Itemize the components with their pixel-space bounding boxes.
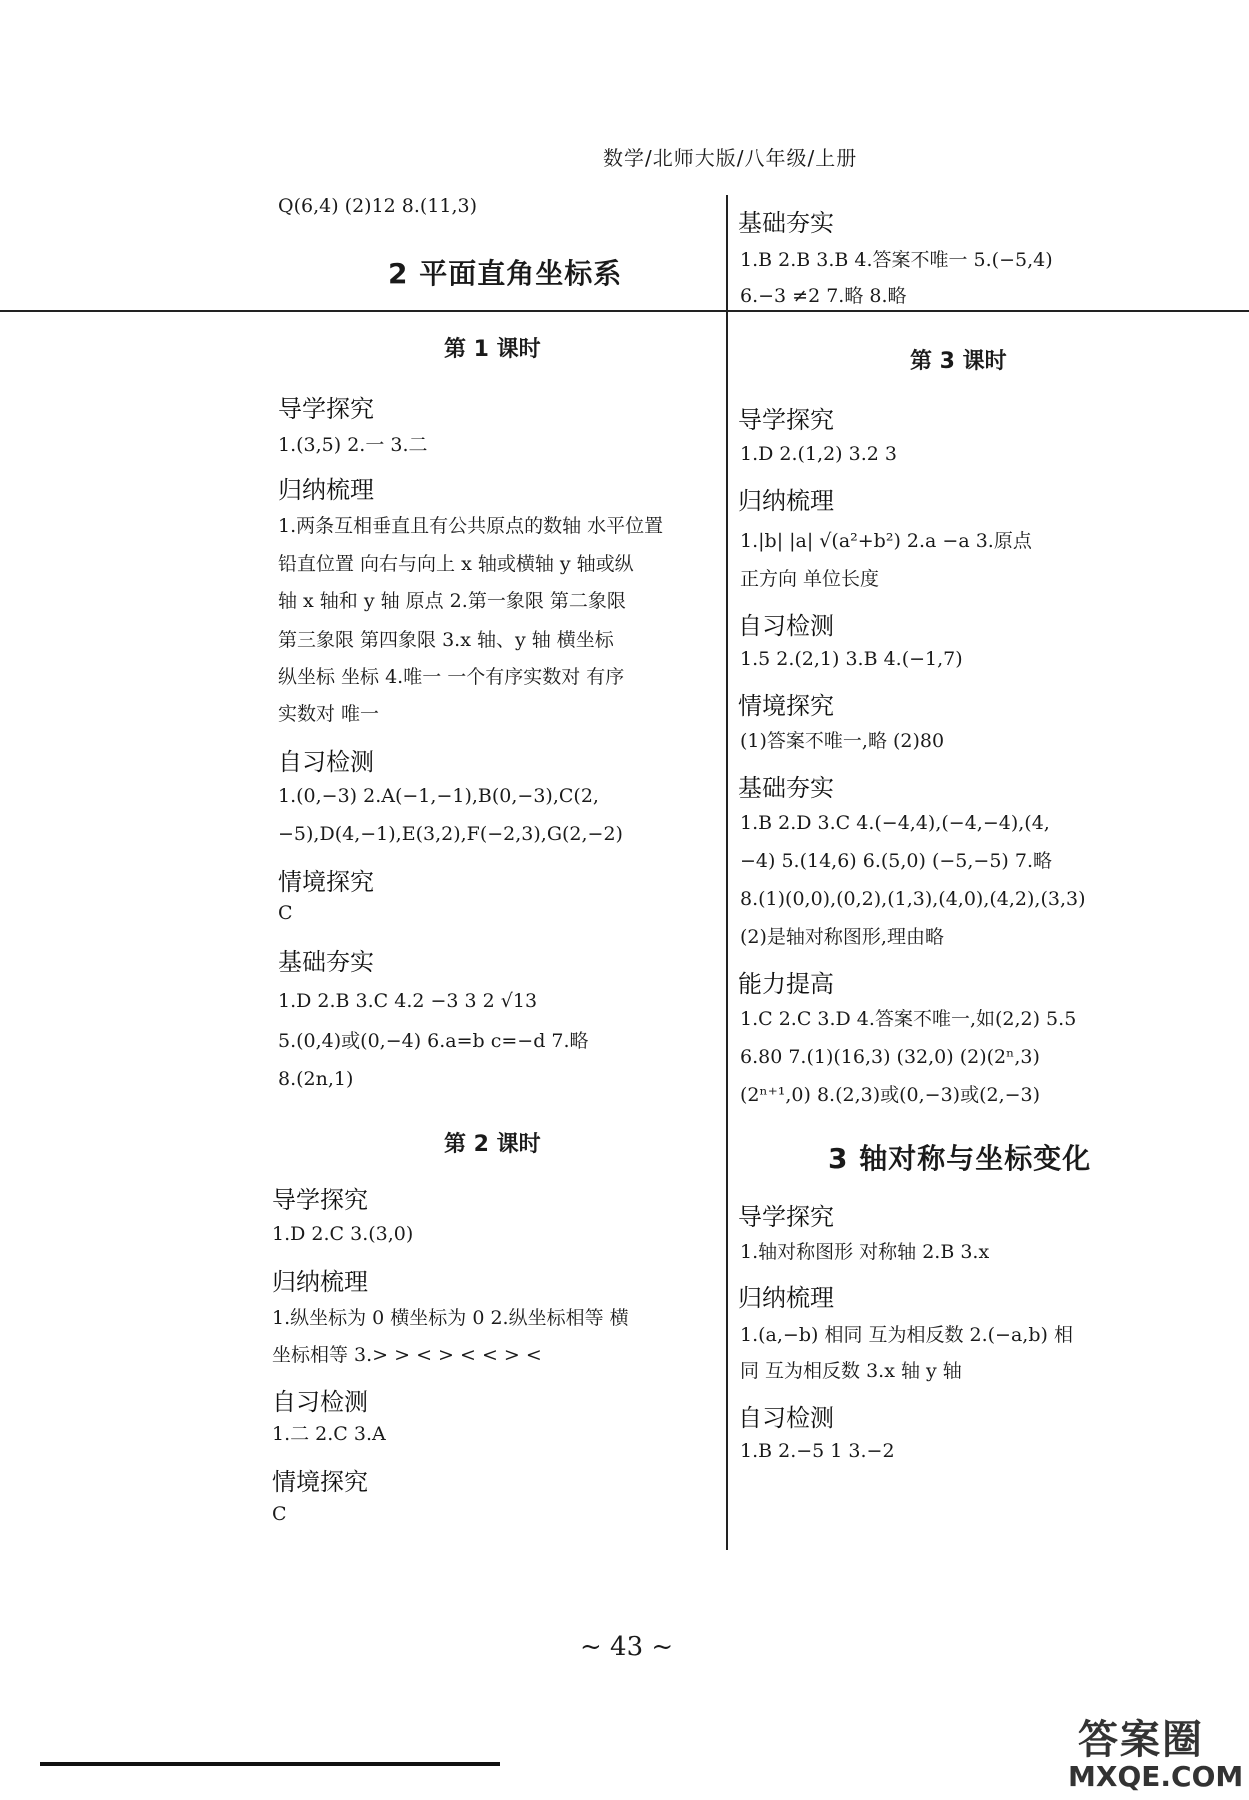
section-title-3: 3 轴对称与坐标变化 bbox=[828, 1142, 1092, 1175]
column-divider bbox=[726, 195, 728, 1550]
answer-line: 1.D 2.B 3.C 4.2 −3 3 2 √13 bbox=[278, 990, 538, 1012]
answer-line: 1.(0,−3) 2.A(−1,−1),B(0,−3),C(2, bbox=[278, 785, 599, 807]
answer-line: 纵坐标 坐标 4.唯一 一个有序实数对 有序 bbox=[278, 666, 625, 688]
horizontal-divider bbox=[0, 310, 1249, 312]
answer-line: 1.两条互相垂直且有公共原点的数轴 水平位置 bbox=[278, 515, 664, 537]
answer-line: 1.D 2.C 3.(3,0) bbox=[272, 1223, 414, 1245]
answer-line: 1.(a,−b) 相同 互为相反数 2.(−a,b) 相 bbox=[740, 1324, 1073, 1346]
answer-line: 1.D 2.(1,2) 3.2 3 bbox=[740, 443, 897, 465]
lesson-1-title: 第 1 课时 bbox=[444, 337, 541, 362]
bottom-rule bbox=[40, 1762, 500, 1766]
heading-ji-chu-1: 基础夯实 bbox=[278, 948, 374, 976]
answer-line: 1.纵坐标为 0 横坐标为 0 2.纵坐标相等 横 bbox=[272, 1307, 629, 1329]
heading-dao-xue-1: 导学探究 bbox=[278, 395, 374, 423]
heading-qing-jing-3: 情境探究 bbox=[738, 692, 834, 720]
answer-line: 1.B 2.−5 1 3.−2 bbox=[740, 1440, 895, 1462]
answer-line: 1.B 2.B 3.B 4.答案不唯一 5.(−5,4) bbox=[740, 249, 1053, 271]
heading-zi-xi-2: 自习检测 bbox=[272, 1388, 368, 1416]
answer-line: 8.(2n,1) bbox=[278, 1068, 354, 1090]
heading-zi-xi-s3: 自习检测 bbox=[738, 1404, 834, 1432]
answer-line: 5.(0,4)或(0,−4) 6.a=b c=−d 7.略 bbox=[278, 1030, 589, 1052]
watermark-bottom: MXQE.COM bbox=[1068, 1760, 1244, 1793]
answer-line: 铅直位置 向右与向上 x 轴或横轴 y 轴或纵 bbox=[278, 553, 634, 575]
heading-dao-xue-s3: 导学探究 bbox=[738, 1203, 834, 1231]
answer-line: 1.C 2.C 3.D 4.答案不唯一,如(2,2) 5.5 bbox=[740, 1008, 1077, 1030]
answer-line: 同 互为相反数 3.x 轴 y 轴 bbox=[740, 1360, 962, 1382]
answer-line: (2ⁿ⁺¹,0) 8.(2,3)或(0,−3)或(2,−3) bbox=[740, 1084, 1041, 1106]
answer-line: −4) 5.(14,6) 6.(5,0) (−5,−5) 7.略 bbox=[740, 850, 1053, 872]
answer-line: 1.B 2.D 3.C 4.(−4,4),(−4,−4),(4, bbox=[740, 812, 1050, 834]
answer-line: 第三象限 第四象限 3.x 轴、y 轴 横坐标 bbox=[278, 629, 614, 651]
heading-zi-xi-1: 自习检测 bbox=[278, 748, 374, 776]
answer-line: 1.5 2.(2,1) 3.B 4.(−1,7) bbox=[740, 648, 963, 670]
heading-gui-na-s3: 归纳梳理 bbox=[738, 1284, 834, 1312]
answer-line: 正方向 单位长度 bbox=[740, 568, 880, 590]
answer-line: 1.|b| |a| √(a²+b²) 2.a −a 3.原点 bbox=[740, 530, 1032, 552]
heading-neng-li: 能力提高 bbox=[738, 970, 834, 998]
watermark-logo bbox=[1068, 1708, 1244, 1793]
answer-line: 1.(3,5) 2.一 3.二 bbox=[278, 434, 428, 456]
heading-qing-jing-2: 情境探究 bbox=[272, 1468, 368, 1496]
page-number: ~ 43 ~ bbox=[580, 1632, 674, 1662]
answer-line: C bbox=[272, 1503, 287, 1525]
answer-line: 6.−3 ≠2 7.略 8.略 bbox=[740, 285, 907, 307]
section-title-2: 2 平面直角坐标系 bbox=[388, 257, 623, 290]
heading-gui-na-1: 归纳梳理 bbox=[278, 476, 374, 504]
running-header: 数学/北师大版/八年级/上册 bbox=[603, 146, 858, 170]
heading-dao-xue-3: 导学探究 bbox=[738, 406, 834, 434]
answer-line: 8.(1)(0,0),(0,2),(1,3),(4,0),(4,2),(3,3) bbox=[740, 888, 1086, 910]
answer-line: 实数对 唯一 bbox=[278, 703, 380, 725]
answer-line: (1)答案不唯一,略 (2)80 bbox=[740, 730, 945, 752]
watermark-top: 答案圈 bbox=[1078, 1717, 1204, 1763]
heading-dao-xue-2: 导学探究 bbox=[272, 1186, 368, 1214]
heading-zi-xi-3: 自习检测 bbox=[738, 612, 834, 640]
heading-ji-chu-top: 基础夯实 bbox=[738, 209, 834, 237]
answer-line: 坐标相等 3.> > < > < < > < bbox=[272, 1344, 542, 1366]
answer-line: 6.80 7.(1)(16,3) (32,0) (2)(2ⁿ,3) bbox=[740, 1046, 1040, 1068]
answer-line: 1.二 2.C 3.A bbox=[272, 1423, 386, 1445]
answer-line: 1.轴对称图形 对称轴 2.B 3.x bbox=[740, 1241, 990, 1263]
answer-line: C bbox=[278, 902, 293, 924]
lesson-3-title: 第 3 课时 bbox=[910, 349, 1007, 374]
heading-gui-na-3: 归纳梳理 bbox=[738, 487, 834, 515]
lesson-2-title: 第 2 课时 bbox=[444, 1132, 541, 1157]
heading-ji-chu-3: 基础夯实 bbox=[738, 774, 834, 802]
heading-qing-jing-1: 情境探究 bbox=[278, 868, 374, 896]
heading-gui-na-2: 归纳梳理 bbox=[272, 1268, 368, 1296]
answer-line: −5),D(4,−1),E(3,2),F(−2,3),G(2,−2) bbox=[278, 823, 623, 845]
answer-line: (2)是轴对称图形,理由略 bbox=[740, 926, 944, 948]
answer-line: 轴 x 轴和 y 轴 原点 2.第一象限 第二象限 bbox=[278, 590, 626, 612]
left-top-line: Q(6,4) (2)12 8.(11,3) bbox=[278, 195, 478, 217]
